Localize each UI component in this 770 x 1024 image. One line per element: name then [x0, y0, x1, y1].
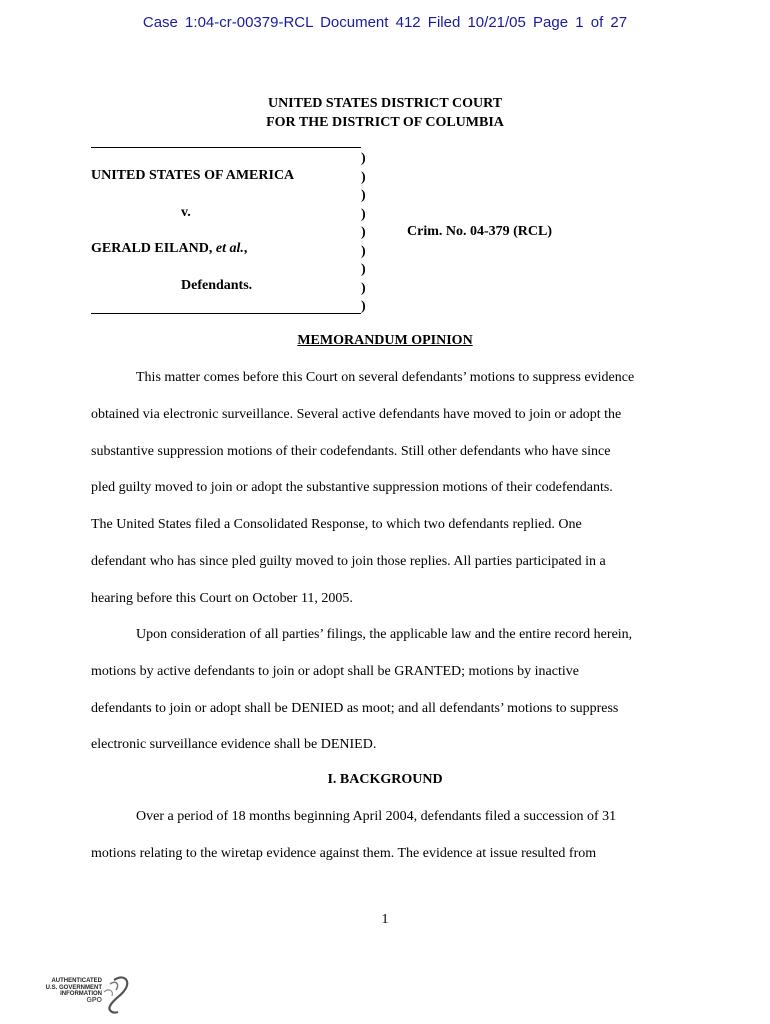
p1-line: obtained via electronic surveillance. Several active defendants have moved to join or adopt the [91, 406, 622, 422]
caption-top-rule [91, 147, 361, 148]
p1-line: The United States filed a Consolidated Response, to which two defendants replied. One [91, 517, 582, 533]
gpo-seal-text [40, 978, 102, 1004]
p3-line: Over a period of 18 months beginning April 2004, defendants filed a succession of 31 [136, 809, 617, 824]
p3-line: motions relating to the wiretap evidence against them. The evidence at issue resulted from [91, 845, 597, 861]
p1-line: substantive suppression motions of their codefendants. Still other defendants who have since [91, 443, 611, 459]
paragraph-2 [91, 617, 681, 764]
p1-line: This matter comes before this Court on several defendants’ motions to suppress evidence [136, 370, 635, 385]
p1-line: defendant who has since pled guilty moved to join those replies. All parties participated in a [91, 553, 606, 569]
page-number: 1 [381, 912, 389, 927]
memo-title: MEMORANDUM OPINION [297, 333, 473, 348]
gpo-line-2: U.S. GOVERNMENT [45, 984, 102, 991]
paragraph-1 [91, 360, 681, 618]
gpo-line-1: AUTHENTICATED [51, 978, 102, 984]
p2-line: Upon consideration of all parties’ filings, the applicable law and the entire record herein, [136, 627, 633, 642]
defendant-name [91, 241, 247, 257]
gpo-line-4: GPO [86, 996, 102, 1004]
defendant-suffix: , [243, 241, 248, 256]
section-heading: I. BACKGROUND [327, 772, 443, 787]
court-name [0, 94, 770, 132]
caption-parentheses: ) ) ) ) ) ) ) ) ) [361, 151, 366, 314]
versus-label: v. [181, 205, 191, 220]
case-header-stamp: Case 1:04-cr-00379-RCL Document 412 Filed 10/21/05 Page 1 of 27 [142, 14, 628, 31]
p1-line: hearing before this Court on October 11, 2005. [91, 590, 353, 606]
defendant-name-text: GERALD EILAND, [91, 241, 213, 256]
gpo-line-3: INFORMATION [60, 991, 102, 997]
defendants-label: Defendants. [181, 278, 253, 293]
p2-line: defendants to join or adopt shall be DENIED as moot; and all defendants’ motions to suppress [91, 700, 619, 716]
p2-line: electronic surveillance evidence shall be DENIED. [91, 737, 377, 753]
defendant-etal: et al. [215, 241, 244, 256]
p2-line: motions by active defendants to join or adopt shall be GRANTED; motions by inactive [91, 663, 579, 679]
plaintiff-name: UNITED STATES OF AMERICA [91, 168, 295, 183]
court-line-1: UNITED STATES DISTRICT COURT [267, 96, 503, 111]
paragraph-3 [91, 799, 681, 873]
p1-line: pled guilty moved to join or adopt the substantive suppression motions of their codefendants. [91, 480, 613, 496]
caption-bottom-rule [91, 313, 361, 314]
court-line-2: FOR THE DISTRICT OF COLUMBIA [266, 115, 504, 130]
case-number: Crim. No. 04-379 (RCL) [407, 224, 553, 239]
